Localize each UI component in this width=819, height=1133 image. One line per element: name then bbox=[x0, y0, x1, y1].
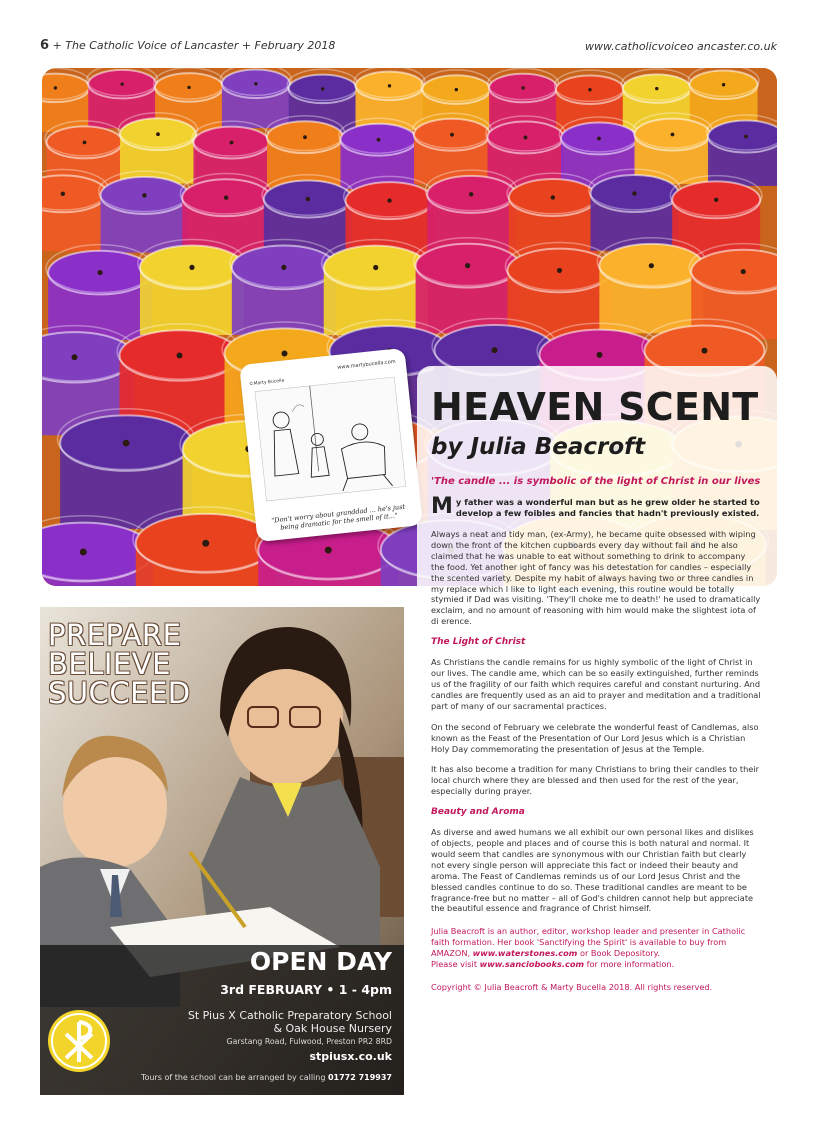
candle bbox=[597, 238, 705, 334]
waterstones-link[interactable]: www.waterstones.com bbox=[472, 948, 578, 959]
cartoon-drawing bbox=[250, 373, 412, 508]
lead-text: y father was a wonderful man but as he grew older he started to develop a few foibles and fancies that hadn't previously existed. bbox=[455, 497, 760, 518]
subheading-beauty-aroma: Beauty and Aroma bbox=[431, 807, 525, 818]
tours-text: Tours of the school can be arranged by calling bbox=[140, 1073, 326, 1082]
bio-text-4: for more information. bbox=[586, 959, 675, 970]
lead-paragraph bbox=[431, 494, 761, 519]
sanciobooks-link[interactable]: www.sanciobooks.com bbox=[479, 959, 584, 970]
school-name bbox=[188, 1009, 392, 1035]
school-logo bbox=[48, 1010, 110, 1072]
article-panel bbox=[417, 366, 777, 1088]
candle bbox=[265, 116, 344, 187]
cartoon-caption: "Don't worry about granddad ... he's just being dramatic for the smell of it..." bbox=[270, 502, 406, 532]
paragraph-3: On the second of February we celebrate the wonderful feast of Candlemas, also known as the Feast of the Presentation of Our Lord Jesus which is a Christian Holy Day commemorating the presentation of Jesus at the Temple. bbox=[431, 721, 759, 754]
candle bbox=[262, 175, 354, 256]
bio-text-3: Please visit bbox=[431, 959, 478, 970]
candle bbox=[118, 113, 197, 184]
article-byline: by Julia Beacroft bbox=[431, 434, 646, 460]
bio-text-2: or Book Depository. bbox=[579, 948, 660, 959]
page-header bbox=[40, 38, 777, 56]
cartoon-url: www.martybucella.com bbox=[337, 358, 396, 371]
school-name-line-2: & Oak House Nursery bbox=[273, 1022, 392, 1035]
bio-text-1: Julia Beacroft is an author, editor, workshop leader and presenter in Catholic faith formation. Her book 'Sanctifying the Spirit' is available to buy from AMAZON, bbox=[431, 926, 746, 959]
cartoon bbox=[239, 348, 423, 542]
school-address: Garstang Road, Fulwood, Preston PR2 8RD bbox=[226, 1037, 392, 1046]
tours-line bbox=[141, 1073, 392, 1082]
open-day-heading: OPEN DAY bbox=[249, 947, 392, 976]
school-advert bbox=[40, 607, 404, 1095]
chi-rho-icon bbox=[48, 1010, 110, 1072]
candle bbox=[412, 113, 491, 184]
paragraph-1: Always a neat and tidy man, (ex-Army), he became quite obsessed with wiping down the front of the kitchen cupboards every day without fail and he also claimed that he was unable to eat without something to drink to accompany the food. Yet another ight of fancy was his detestation for candles – especially the scented variety. Despite my habit of always having two or three candles in my replace which I like to light each evening, this routine would be totally stymied if Dad was visiting. 'They'll choke me to death!' he used to dramatically exclaim, and no amount of reasoning with him would make the slightest iota of di erence. bbox=[431, 529, 761, 627]
paragraph-5: As diverse and awed humans we all exhibit our own personal likes and dislikes of objects, people and places and of course this is both natural and normal. It would seem that candles are synonymous with our Christian faith but clearly not every single person will appreciate this fact or indeed their beauty and aroma. The Feast of Candlemas reminds us of our Lord Jesus Christ and the blessed candles continue to do so. These traditional candles are meant to be fragrance-free but no matter – all of God's children cannot help but appreciate the beautiful essence and fragrance of Christ himself. bbox=[431, 827, 754, 914]
open-day-date: 3rd FEBRUARY • 1 - 4pm bbox=[220, 982, 392, 997]
pull-quote: 'The candle ... is symbolic of the light of Christ in our lives bbox=[431, 476, 761, 487]
candle bbox=[486, 116, 565, 187]
article-title: HEAVEN SCENT bbox=[431, 385, 759, 429]
candle bbox=[354, 68, 425, 130]
website-url: www.catholicvoiceo ancaster.co.uk bbox=[584, 40, 777, 53]
candle bbox=[138, 239, 246, 335]
school-website[interactable]: stpiusx.co.uk bbox=[309, 1050, 392, 1063]
page-number: 6 bbox=[40, 38, 50, 53]
candle bbox=[230, 239, 338, 335]
slogan-prepare: PREPARE bbox=[48, 618, 182, 652]
slogan-succeed: SUCCEED bbox=[48, 676, 191, 710]
candle bbox=[633, 113, 712, 184]
author-bio bbox=[431, 926, 761, 970]
publication-line: + The Catholic Voice of Lancaster + February 2018 bbox=[52, 39, 336, 52]
school-phone: 01772 719937 bbox=[327, 1073, 392, 1082]
paragraph-2: As Christians the candle remains for us highly symbolic of the light of Christ in our lives. The candle ame, which can be so easily extinguished, further reminds us of the fragility of our faith which requires careful and constant nurturing. And candles are frequently used as an aid to prayer and meditation and a traditional part of many of our sacramental practices. bbox=[431, 657, 761, 711]
paragraph-4: It has also become a tradition for many Christians to bring their candles to their local church where they are blessed and then used for the rest of the year, especially during prayer. bbox=[431, 764, 759, 797]
subheading-light-of-christ: The Light of Christ bbox=[431, 637, 526, 648]
school-name-line-1: St Pius X Catholic Preparatory School bbox=[187, 1009, 392, 1022]
advert-slogan bbox=[48, 618, 191, 710]
candle bbox=[670, 176, 762, 257]
candle bbox=[339, 118, 418, 189]
slogan-believe: BELIEVE bbox=[48, 647, 171, 681]
cartoon-copyright: ©Marty Bucella bbox=[248, 378, 285, 388]
candle bbox=[425, 170, 517, 251]
article-copyright: Copyright © Julia Beacroft & Marty Bucella 2018. All rights reserved. bbox=[431, 982, 713, 992]
drop-cap: M bbox=[431, 494, 453, 519]
